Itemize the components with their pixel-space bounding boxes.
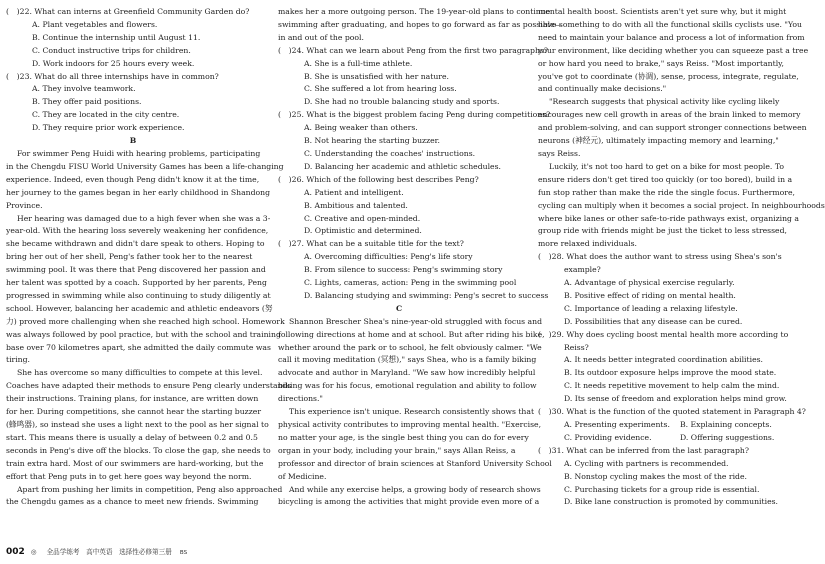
- text-line: encourages new cell growth in areas of the brain linked to memory: [538, 110, 801, 120]
- text-line: no matter your age, is the single best thing you can do for every: [278, 432, 529, 442]
- answer-option: D. Offering suggestions.: [680, 432, 775, 442]
- text-line: mental health boost. Scientists aren't yet sure why, but it might: [538, 7, 787, 16]
- text-line: more relaxed individuals.: [538, 239, 637, 249]
- paragraph-start: Luckily, it's not too hard to get on a bike for most people. To: [549, 161, 784, 171]
- paragraph-start: She has overcome so many difficulties to compete at this level.: [17, 368, 263, 378]
- text-line: professor and director of brain sciences at Stanford University School: [278, 458, 552, 468]
- text-line: the Chengdu games as a chance to meet new friends. Swimming: [6, 497, 259, 507]
- answer-option: B. She is unsatisfied with her nature.: [304, 71, 449, 81]
- answer-option: example?: [564, 265, 601, 275]
- edition-code: BS: [179, 550, 188, 556]
- paragraph-start: And while any exercise helps, a growing body of research shows: [289, 484, 541, 494]
- answer-option: A. They involve teamwork.: [32, 84, 136, 94]
- answer-option: A. Patient and intelligent.: [304, 187, 404, 197]
- answer-option: D. Balancing studying and swimming: Peng's secret to success: [304, 290, 549, 300]
- answer-option: A. Overcoming difficulties: Peng's life story: [304, 252, 473, 262]
- text-line: start. This means there is usually a delay of between 0.2 and 0.5: [6, 432, 258, 442]
- text-line: her talent was spotted by a coach. Supported by her parents, Peng: [6, 278, 267, 288]
- paragraph-start: This experience isn't unique. Research consistently shows that: [289, 407, 535, 417]
- question-stem: ( )24. What can we learn about Peng from the first two paragraphs?: [278, 45, 548, 55]
- answer-option: D. Work indoors for 25 hours every week.: [32, 58, 195, 68]
- text-line: their instructions. Training plans, for instance, are written down: [6, 394, 259, 404]
- text-line: organ in your body, including your brain," says Allan Reiss, a: [278, 445, 516, 455]
- text-line: have something to do with all the functional skills cyclists use. "You: [538, 19, 802, 29]
- text-line: makes her a more outgoing person. The 19-year-old plans to continue: [278, 7, 551, 16]
- text-line: was always followed by pool practice, but with the school and training: [6, 329, 281, 339]
- question-stem: ( )25. What is the biggest problem facing Peng during competitions?: [278, 110, 551, 120]
- answer-option: C. Lights, cameras, action: Peng in the swimming pool: [304, 278, 517, 288]
- text-line: where bike lanes or other safe-to-ride pathways exist, organizing a: [538, 213, 800, 223]
- answer-option: D. They require prior work experience.: [32, 123, 185, 133]
- text-line: tiring.: [6, 355, 30, 365]
- answer-option: B. Continue the internship until August 11.: [32, 32, 201, 42]
- answer-option: D. Possibilities that any disease can be cured.: [564, 316, 743, 326]
- text-line: of Medicine.: [278, 471, 327, 481]
- text-line: and problem-solving, and can support stronger connections between: [538, 123, 807, 133]
- text-line: your environment, like deciding whether you can squeeze past a tree: [538, 45, 809, 55]
- text-line: 力) proved more challenging when she reached high school. Homework: [6, 316, 285, 326]
- answer-option: C. Understanding the coaches' instructions.: [304, 148, 476, 158]
- text-line: Coaches have adapted their methods to ensure Peng clearly understands: [6, 381, 292, 391]
- answer-option: C. Creative and open-minded.: [304, 213, 421, 223]
- text-line: physical activity contributes to improving mental health. "Exercise,: [278, 420, 542, 429]
- text-line: whether around the park or to school, he felt obviously calmer. "We: [278, 342, 542, 352]
- book-title: 高中英语 选择性必修第三册: [86, 548, 172, 556]
- answer-option: B. Explaining concepts.: [680, 420, 772, 429]
- text-line: (蜂鸣器), so instead she uses a light next to the pool as her signal to: [6, 420, 269, 429]
- answer-option: A. Cycling with partners is recommended.: [564, 458, 729, 468]
- answer-option: C. She suffered a lot from hearing loss.: [304, 84, 457, 94]
- question-stem: ( )23. What do all three internships have in common?: [6, 71, 219, 81]
- paragraph-start: Shannon Brescher Shea's nine-year-old struggled with focus and: [289, 316, 543, 326]
- answer-option: B. Ambitious and talented.: [304, 200, 408, 210]
- paragraph-start: Her hearing was damaged due to a high fever when she was a 3-: [17, 213, 271, 223]
- text-line: call it moving meditation (冥想)," says Shea, who is a family biking: [278, 355, 537, 365]
- text-line: group ride with friends might be just the ticket to less stressed,: [538, 226, 787, 236]
- answer-option: B. From silence to success: Peng's swimming story: [304, 265, 503, 275]
- answer-option: B. Its outdoor exposure helps improve the mood state.: [564, 368, 777, 378]
- text-line: fun stop rather than make the ride the single focus. Furthermore,: [538, 187, 795, 197]
- answer-option: B. Positive effect of riding on mental health.: [564, 290, 736, 300]
- text-line: following directions at home and at school. But after riding his bike,: [278, 329, 545, 339]
- paragraph-start: Apart from pushing her limits in competition, Peng also approached: [17, 484, 283, 494]
- text-line: and continually make decisions.": [538, 84, 667, 94]
- answer-option: A. Advantage of physical exercise regularly.: [564, 278, 735, 288]
- text-line: school. However, balancing her academic and athletic endeavors (努: [6, 303, 273, 313]
- text-line: or how hard you need to brake," says Reiss. "Most importantly,: [538, 58, 784, 68]
- question-stem: ( )22. What can interns at Greenfield Community Garden do?: [6, 7, 250, 16]
- text-line: seconds in Peng's dive off the blocks. To close the gap, she needs to: [6, 445, 271, 455]
- question-stem: ( )31. What can be inferred from the last paragraph?: [538, 445, 749, 455]
- answer-option: C. Conduct instructive trips for children.: [32, 45, 191, 55]
- answer-option: A. It needs better integrated coordination abilities.: [564, 355, 764, 365]
- paragraph-start: For swimmer Peng Huidi with hearing problems, participating: [17, 148, 261, 158]
- answer-option: D. Balancing her academic and athletic schedules.: [304, 161, 501, 171]
- question-stem: ( )30. What is the function of the quoted statement in Paragraph 4?: [538, 407, 806, 417]
- answer-option: D. She had no trouble balancing study and sports.: [304, 97, 500, 107]
- section-heading: C: [395, 303, 403, 313]
- text-line: cycling can multiply when it becomes a social project. In neighbourhoods: [538, 200, 825, 210]
- text-line: in and out of the pool.: [278, 32, 364, 42]
- paragraph-start: "Research suggests that physical activity like cycling likely: [549, 97, 780, 107]
- page-number: 002: [6, 547, 25, 557]
- text-line: biking was for his focus, emotional regulation and ability to follow: [278, 381, 537, 391]
- column-left: [6, 6, 292, 509]
- text-line: experience. Indeed, even though Peng didn't know it at the time,: [6, 174, 260, 184]
- answer-option: B. They offer paid positions.: [32, 97, 142, 107]
- text-line: year-old. With the hearing loss severely weakening her confidence,: [6, 226, 269, 236]
- text-line: ensure riders don't get tired too quickly (or too bored), build in a: [538, 174, 793, 184]
- text-line: in the Chengdu FISU World University Games has been a life-changing: [6, 161, 284, 171]
- text-line: bicycling is among the activities that might provide even more of a: [278, 497, 540, 507]
- text-line: train extra hard. Most of our swimmers are hard-working, but the: [6, 458, 264, 468]
- answer-option: C. They are located in the city centre.: [32, 110, 180, 120]
- text-line: base over 70 kilometres apart, she admitted the daily commute was: [6, 342, 271, 352]
- answer-option: D. Bike lane construction is promoted by communities.: [564, 497, 779, 507]
- question-stem: ( )28. What does the author want to stress using Shea's son's: [538, 252, 782, 262]
- text-line: Province.: [6, 200, 43, 210]
- column-right: [538, 6, 825, 509]
- text-line: need to maintain your balance and process a lot of information from: [538, 32, 805, 42]
- answer-option: B. Not hearing the starting buzzer.: [304, 136, 440, 146]
- text-line: effort that Peng puts in to get here goes way beyond the norm.: [6, 471, 252, 481]
- text-line: for her. During competitions, she cannot hear the starting buzzer: [6, 407, 262, 417]
- question-stem: ( )26. Which of the following best describes Peng?: [278, 174, 479, 184]
- answer-option: A. She is a full-time athlete.: [304, 58, 413, 68]
- answer-option: C. Purchasing tickets for a group ride is essential.: [564, 484, 760, 494]
- text-line: bring her out of her shell, Peng's father took her to the nearest: [6, 252, 253, 262]
- answer-option-pair: [538, 432, 782, 445]
- text-line: swimming pool. It was there that Peng discovered her passion and: [6, 265, 266, 275]
- question-stem: ( )29. Why does cycling boost mental health more according to: [538, 329, 789, 339]
- question-stem: ( )27. What can be a suitable title for the text?: [278, 239, 464, 249]
- answer-option: A. Being weaker than others.: [304, 123, 418, 133]
- answer-option: A. Presenting experiments.: [564, 420, 670, 429]
- series-name: 全品学练考: [46, 548, 80, 556]
- text-line: progressed in swimming while also continuing to study diligently at: [6, 290, 271, 300]
- answer-option-pair: [538, 419, 782, 432]
- answer-option: Reiss?: [564, 342, 589, 352]
- footer-marker: ◎: [30, 548, 37, 556]
- answer-option: B. Nonstop cycling makes the most of the ride.: [564, 471, 747, 481]
- text-line: her journey to the games began in her early childhood in Shandong: [6, 187, 271, 197]
- answer-option: A. Plant vegetables and flowers.: [32, 19, 158, 29]
- text-line: neurons (神经元), ultimately impacting memory and learning,": [538, 136, 779, 146]
- text-line: advocate and author in Maryland. "We saw how incredibly helpful: [278, 368, 536, 378]
- section-heading: B: [129, 136, 137, 146]
- answer-option: D. Optimistic and determined.: [304, 226, 422, 236]
- text-line: swimming after graduating, and hopes to go forward as far as possible—: [278, 19, 563, 29]
- text-line: directions.": [278, 394, 323, 404]
- page-footer: [6, 547, 187, 558]
- answer-option: C. Providing evidence.: [564, 432, 652, 442]
- text-line: she became withdrawn and didn't dare speak to others. Hoping to: [6, 239, 265, 249]
- text-line: says Reiss.: [538, 148, 581, 158]
- answer-option: C. It needs repetitive movement to help calm the mind.: [564, 381, 780, 391]
- answer-option: D. Its sense of freedom and exploration helps mind grow.: [564, 394, 787, 404]
- answer-option: C. Importance of leading a relaxing lifestyle.: [564, 303, 738, 313]
- text-line: you've got to coordinate (协调), sense, process, integrate, regulate,: [538, 71, 799, 81]
